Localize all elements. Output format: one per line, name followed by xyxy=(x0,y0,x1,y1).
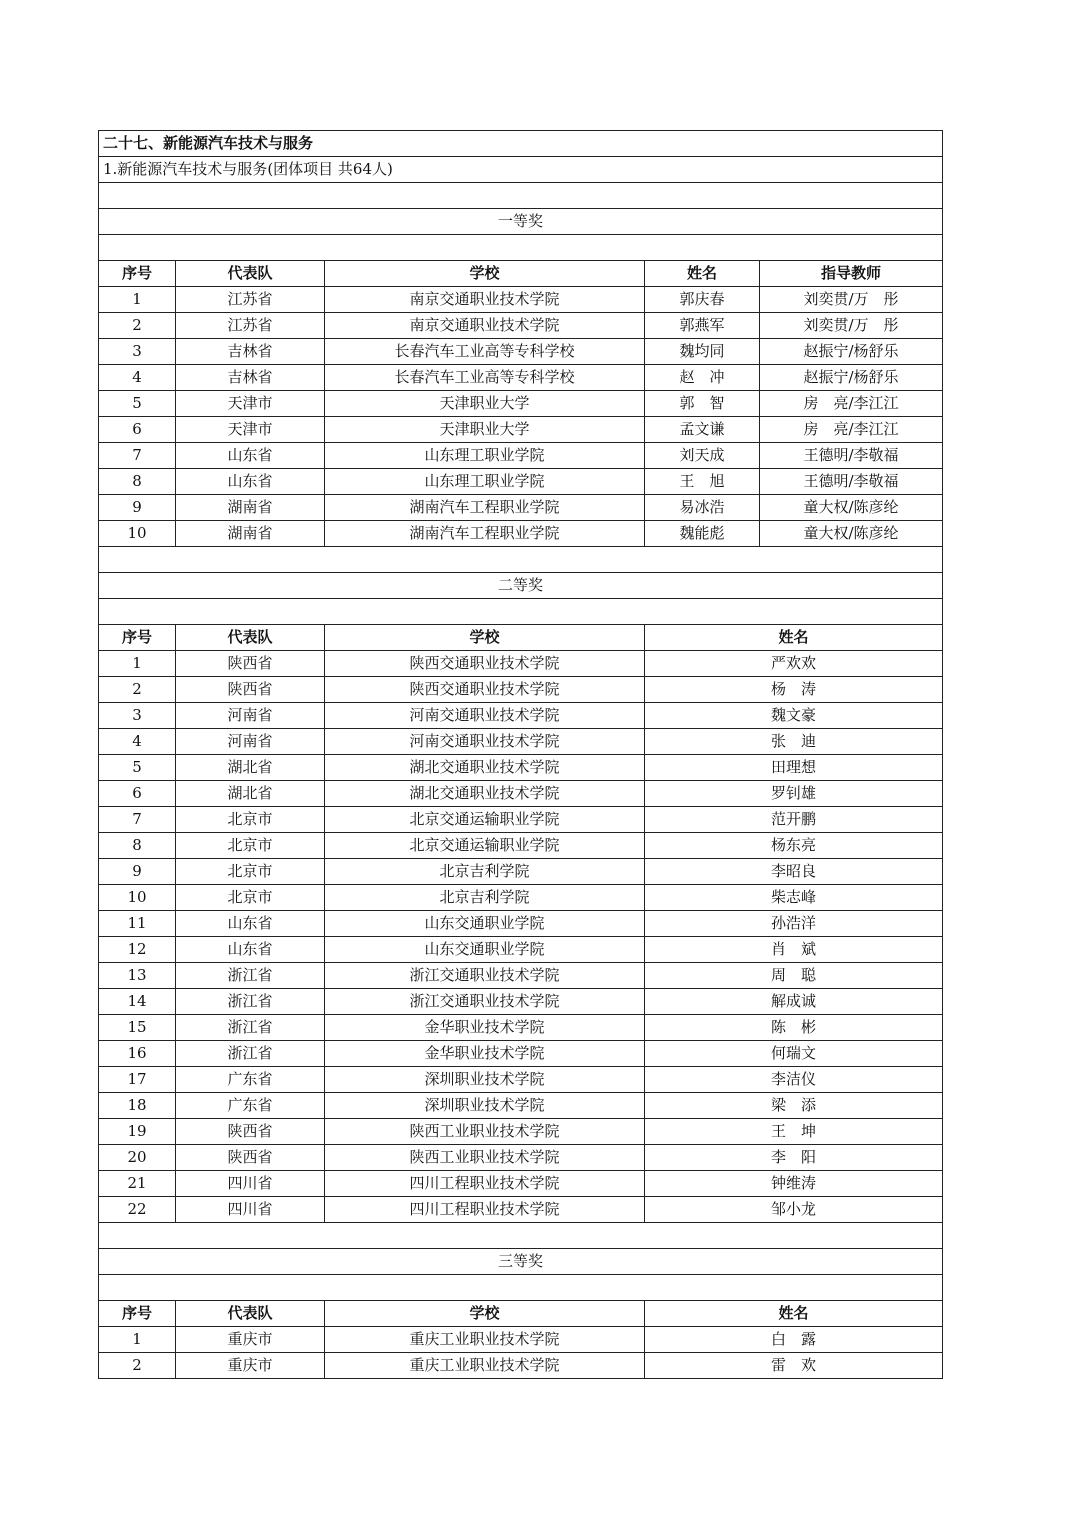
table-row xyxy=(99,911,943,937)
team-cell: 吉林省 xyxy=(176,339,325,365)
team-cell: 陕西省 xyxy=(176,651,325,677)
table-row xyxy=(99,1353,943,1379)
blank-row xyxy=(99,183,943,209)
rank-cell: 22 xyxy=(99,1197,176,1223)
teacher-cell: 房 亮/李江江 xyxy=(760,391,943,417)
rank-cell: 3 xyxy=(99,703,176,729)
table-row xyxy=(99,989,943,1015)
name-cell: 易冰浩 xyxy=(645,495,760,521)
team-cell: 广东省 xyxy=(176,1093,325,1119)
name-cell: 杨 涛 xyxy=(645,677,943,703)
column-header: 代表队 xyxy=(176,261,325,287)
blank-row xyxy=(99,235,943,261)
rank-cell: 2 xyxy=(99,1353,176,1379)
rank-cell: 3 xyxy=(99,339,176,365)
table-row xyxy=(99,287,943,313)
team-cell: 陕西省 xyxy=(176,1119,325,1145)
table-row xyxy=(99,1197,943,1223)
team-cell: 江苏省 xyxy=(176,287,325,313)
teacher-cell: 刘奕贯/万 彤 xyxy=(760,287,943,313)
team-cell: 陕西省 xyxy=(176,1145,325,1171)
team-cell: 北京市 xyxy=(176,807,325,833)
name-cell: 李昭良 xyxy=(645,859,943,885)
column-header: 序号 xyxy=(99,625,176,651)
event-title-row xyxy=(99,157,943,183)
team-cell: 北京市 xyxy=(176,885,325,911)
name-cell: 范开鹏 xyxy=(645,807,943,833)
table-row xyxy=(99,391,943,417)
team-cell: 浙江省 xyxy=(176,1015,325,1041)
table-row xyxy=(99,1093,943,1119)
teacher-cell: 赵振宁/杨舒乐 xyxy=(760,339,943,365)
team-cell: 湖南省 xyxy=(176,495,325,521)
table-row xyxy=(99,417,943,443)
name-cell: 张 迪 xyxy=(645,729,943,755)
teacher-cell: 童大权/陈彦纶 xyxy=(760,495,943,521)
rank-cell: 9 xyxy=(99,859,176,885)
rank-cell: 21 xyxy=(99,1171,176,1197)
rank-cell: 16 xyxy=(99,1041,176,1067)
table-row xyxy=(99,937,943,963)
rank-cell: 6 xyxy=(99,417,176,443)
name-cell: 赵 冲 xyxy=(645,365,760,391)
team-cell: 河南省 xyxy=(176,703,325,729)
prize-label: 二等奖 xyxy=(99,573,943,599)
table-row xyxy=(99,443,943,469)
name-cell: 孙浩洋 xyxy=(645,911,943,937)
team-cell: 山东省 xyxy=(176,937,325,963)
rank-cell: 5 xyxy=(99,391,176,417)
table-row xyxy=(99,885,943,911)
rank-cell: 20 xyxy=(99,1145,176,1171)
teacher-cell: 房 亮/李江江 xyxy=(760,417,943,443)
school-cell: 湖南汽车工程职业学院 xyxy=(325,495,645,521)
prize-label-row xyxy=(99,209,943,235)
rank-cell: 18 xyxy=(99,1093,176,1119)
teacher-cell: 童大权/陈彦纶 xyxy=(760,521,943,547)
school-cell: 深圳职业技术学院 xyxy=(325,1093,645,1119)
teacher-cell: 刘奕贯/万 彤 xyxy=(760,313,943,339)
name-cell: 魏均同 xyxy=(645,339,760,365)
name-cell: 郭庆春 xyxy=(645,287,760,313)
rank-cell: 8 xyxy=(99,469,176,495)
table-row xyxy=(99,1015,943,1041)
rank-cell: 15 xyxy=(99,1015,176,1041)
name-cell: 周 聪 xyxy=(645,963,943,989)
rank-cell: 5 xyxy=(99,755,176,781)
school-cell: 长春汽车工业高等专科学校 xyxy=(325,365,645,391)
rank-cell: 8 xyxy=(99,833,176,859)
name-cell: 陈 彬 xyxy=(645,1015,943,1041)
school-cell: 北京交通运输职业学院 xyxy=(325,807,645,833)
name-cell: 柴志峰 xyxy=(645,885,943,911)
table-row xyxy=(99,703,943,729)
name-cell: 邹小龙 xyxy=(645,1197,943,1223)
rank-cell: 1 xyxy=(99,1327,176,1353)
prize-label-row xyxy=(99,1249,943,1275)
prize-label-row xyxy=(99,573,943,599)
name-cell: 钟维涛 xyxy=(645,1171,943,1197)
name-cell: 李 阳 xyxy=(645,1145,943,1171)
blank-cell xyxy=(99,547,943,573)
rank-cell: 9 xyxy=(99,495,176,521)
rank-cell: 12 xyxy=(99,937,176,963)
team-cell: 湖南省 xyxy=(176,521,325,547)
school-cell: 南京交通职业技术学院 xyxy=(325,313,645,339)
column-header: 姓名 xyxy=(645,625,943,651)
awards-table xyxy=(98,130,943,1379)
table-row xyxy=(99,1067,943,1093)
name-cell: 梁 添 xyxy=(645,1093,943,1119)
name-cell: 何瑞文 xyxy=(645,1041,943,1067)
name-cell: 郭 智 xyxy=(645,391,760,417)
school-cell: 重庆工业职业技术学院 xyxy=(325,1353,645,1379)
table-header-row xyxy=(99,261,943,287)
rank-cell: 17 xyxy=(99,1067,176,1093)
table-row xyxy=(99,677,943,703)
column-header: 学校 xyxy=(325,261,645,287)
team-cell: 天津市 xyxy=(176,417,325,443)
rank-cell: 19 xyxy=(99,1119,176,1145)
team-cell: 四川省 xyxy=(176,1171,325,1197)
name-cell: 解成诚 xyxy=(645,989,943,1015)
name-cell: 严欢欢 xyxy=(645,651,943,677)
school-cell: 陕西工业职业技术学院 xyxy=(325,1119,645,1145)
rank-cell: 13 xyxy=(99,963,176,989)
blank-row xyxy=(99,547,943,573)
teacher-cell: 赵振宁/杨舒乐 xyxy=(760,365,943,391)
name-cell: 孟文谦 xyxy=(645,417,760,443)
school-cell: 金华职业技术学院 xyxy=(325,1015,645,1041)
school-cell: 四川工程职业技术学院 xyxy=(325,1171,645,1197)
rank-cell: 2 xyxy=(99,313,176,339)
name-cell: 王 坤 xyxy=(645,1119,943,1145)
school-cell: 重庆工业职业技术学院 xyxy=(325,1327,645,1353)
table-row xyxy=(99,1145,943,1171)
blank-cell xyxy=(99,235,943,261)
table-row xyxy=(99,729,943,755)
table-row xyxy=(99,781,943,807)
team-cell: 山东省 xyxy=(176,469,325,495)
name-cell: 罗钊雄 xyxy=(645,781,943,807)
school-cell: 陕西交通职业技术学院 xyxy=(325,651,645,677)
table-row xyxy=(99,833,943,859)
blank-row xyxy=(99,1275,943,1301)
team-cell: 浙江省 xyxy=(176,1041,325,1067)
team-cell: 陕西省 xyxy=(176,677,325,703)
rank-cell: 14 xyxy=(99,989,176,1015)
school-cell: 天津职业大学 xyxy=(325,391,645,417)
school-cell: 河南交通职业技术学院 xyxy=(325,703,645,729)
section-title: 二十七、新能源汽车技术与服务 xyxy=(99,131,943,157)
column-header: 指导教师 xyxy=(760,261,943,287)
column-header: 姓名 xyxy=(645,261,760,287)
table-row xyxy=(99,1119,943,1145)
rank-cell: 4 xyxy=(99,365,176,391)
school-cell: 湖南汽车工程职业学院 xyxy=(325,521,645,547)
column-header: 序号 xyxy=(99,1301,176,1327)
blank-row xyxy=(99,1223,943,1249)
column-header: 代表队 xyxy=(176,625,325,651)
school-cell: 金华职业技术学院 xyxy=(325,1041,645,1067)
school-cell: 长春汽车工业高等专科学校 xyxy=(325,339,645,365)
school-cell: 山东理工职业学院 xyxy=(325,443,645,469)
awards-table-body xyxy=(99,131,943,1379)
table-row xyxy=(99,495,943,521)
blank-cell xyxy=(99,1275,943,1301)
school-cell: 深圳职业技术学院 xyxy=(325,1067,645,1093)
table-header-row xyxy=(99,625,943,651)
teacher-cell: 王德明/李敬福 xyxy=(760,469,943,495)
name-cell: 雷 欢 xyxy=(645,1353,943,1379)
school-cell: 北京吉利学院 xyxy=(325,859,645,885)
name-cell: 李洁仪 xyxy=(645,1067,943,1093)
rank-cell: 7 xyxy=(99,807,176,833)
rank-cell: 11 xyxy=(99,911,176,937)
school-cell: 湖北交通职业技术学院 xyxy=(325,755,645,781)
team-cell: 重庆市 xyxy=(176,1353,325,1379)
prize-label: 一等奖 xyxy=(99,209,943,235)
table-row xyxy=(99,1171,943,1197)
rank-cell: 7 xyxy=(99,443,176,469)
team-cell: 江苏省 xyxy=(176,313,325,339)
team-cell: 四川省 xyxy=(176,1197,325,1223)
team-cell: 山东省 xyxy=(176,443,325,469)
rank-cell: 6 xyxy=(99,781,176,807)
table-row xyxy=(99,755,943,781)
name-cell: 田理想 xyxy=(645,755,943,781)
name-cell: 魏能彪 xyxy=(645,521,760,547)
team-cell: 湖北省 xyxy=(176,781,325,807)
school-cell: 山东交通职业学院 xyxy=(325,911,645,937)
school-cell: 天津职业大学 xyxy=(325,417,645,443)
blank-cell xyxy=(99,1223,943,1249)
rank-cell: 4 xyxy=(99,729,176,755)
team-cell: 吉林省 xyxy=(176,365,325,391)
blank-row xyxy=(99,599,943,625)
name-cell: 王 旭 xyxy=(645,469,760,495)
team-cell: 河南省 xyxy=(176,729,325,755)
table-row xyxy=(99,1041,943,1067)
team-cell: 重庆市 xyxy=(176,1327,325,1353)
blank-cell xyxy=(99,599,943,625)
column-header: 学校 xyxy=(325,1301,645,1327)
team-cell: 北京市 xyxy=(176,859,325,885)
column-header: 姓名 xyxy=(645,1301,943,1327)
school-cell: 山东交通职业学院 xyxy=(325,937,645,963)
team-cell: 湖北省 xyxy=(176,755,325,781)
name-cell: 郭燕军 xyxy=(645,313,760,339)
team-cell: 北京市 xyxy=(176,833,325,859)
table-row xyxy=(99,651,943,677)
name-cell: 刘天成 xyxy=(645,443,760,469)
team-cell: 浙江省 xyxy=(176,963,325,989)
table-row xyxy=(99,365,943,391)
team-cell: 山东省 xyxy=(176,911,325,937)
school-cell: 河南交通职业技术学院 xyxy=(325,729,645,755)
rank-cell: 2 xyxy=(99,677,176,703)
team-cell: 浙江省 xyxy=(176,989,325,1015)
name-cell: 白 露 xyxy=(645,1327,943,1353)
table-row xyxy=(99,1327,943,1353)
table-row xyxy=(99,521,943,547)
table-header-row xyxy=(99,1301,943,1327)
school-cell: 南京交通职业技术学院 xyxy=(325,287,645,313)
prize-label: 三等奖 xyxy=(99,1249,943,1275)
school-cell: 四川工程职业技术学院 xyxy=(325,1197,645,1223)
table-row xyxy=(99,313,943,339)
column-header: 序号 xyxy=(99,261,176,287)
school-cell: 陕西交通职业技术学院 xyxy=(325,677,645,703)
school-cell: 浙江交通职业技术学院 xyxy=(325,989,645,1015)
table-row xyxy=(99,469,943,495)
school-cell: 陕西工业职业技术学院 xyxy=(325,1145,645,1171)
teacher-cell: 王德明/李敬福 xyxy=(760,443,943,469)
section-title-row xyxy=(99,131,943,157)
school-cell: 北京交通运输职业学院 xyxy=(325,833,645,859)
column-header: 代表队 xyxy=(176,1301,325,1327)
blank-cell xyxy=(99,183,943,209)
rank-cell: 1 xyxy=(99,287,176,313)
table-row xyxy=(99,859,943,885)
column-header: 学校 xyxy=(325,625,645,651)
table-row xyxy=(99,807,943,833)
name-cell: 魏文豪 xyxy=(645,703,943,729)
school-cell: 浙江交通职业技术学院 xyxy=(325,963,645,989)
rank-cell: 10 xyxy=(99,885,176,911)
school-cell: 湖北交通职业技术学院 xyxy=(325,781,645,807)
event-title: 1.新能源汽车技术与服务(团体项目 共64人) xyxy=(99,157,943,183)
name-cell: 肖 斌 xyxy=(645,937,943,963)
rank-cell: 10 xyxy=(99,521,176,547)
team-cell: 天津市 xyxy=(176,391,325,417)
school-cell: 山东理工职业学院 xyxy=(325,469,645,495)
name-cell: 杨东亮 xyxy=(645,833,943,859)
team-cell: 广东省 xyxy=(176,1067,325,1093)
school-cell: 北京吉利学院 xyxy=(325,885,645,911)
rank-cell: 1 xyxy=(99,651,176,677)
table-row xyxy=(99,963,943,989)
table-row xyxy=(99,339,943,365)
